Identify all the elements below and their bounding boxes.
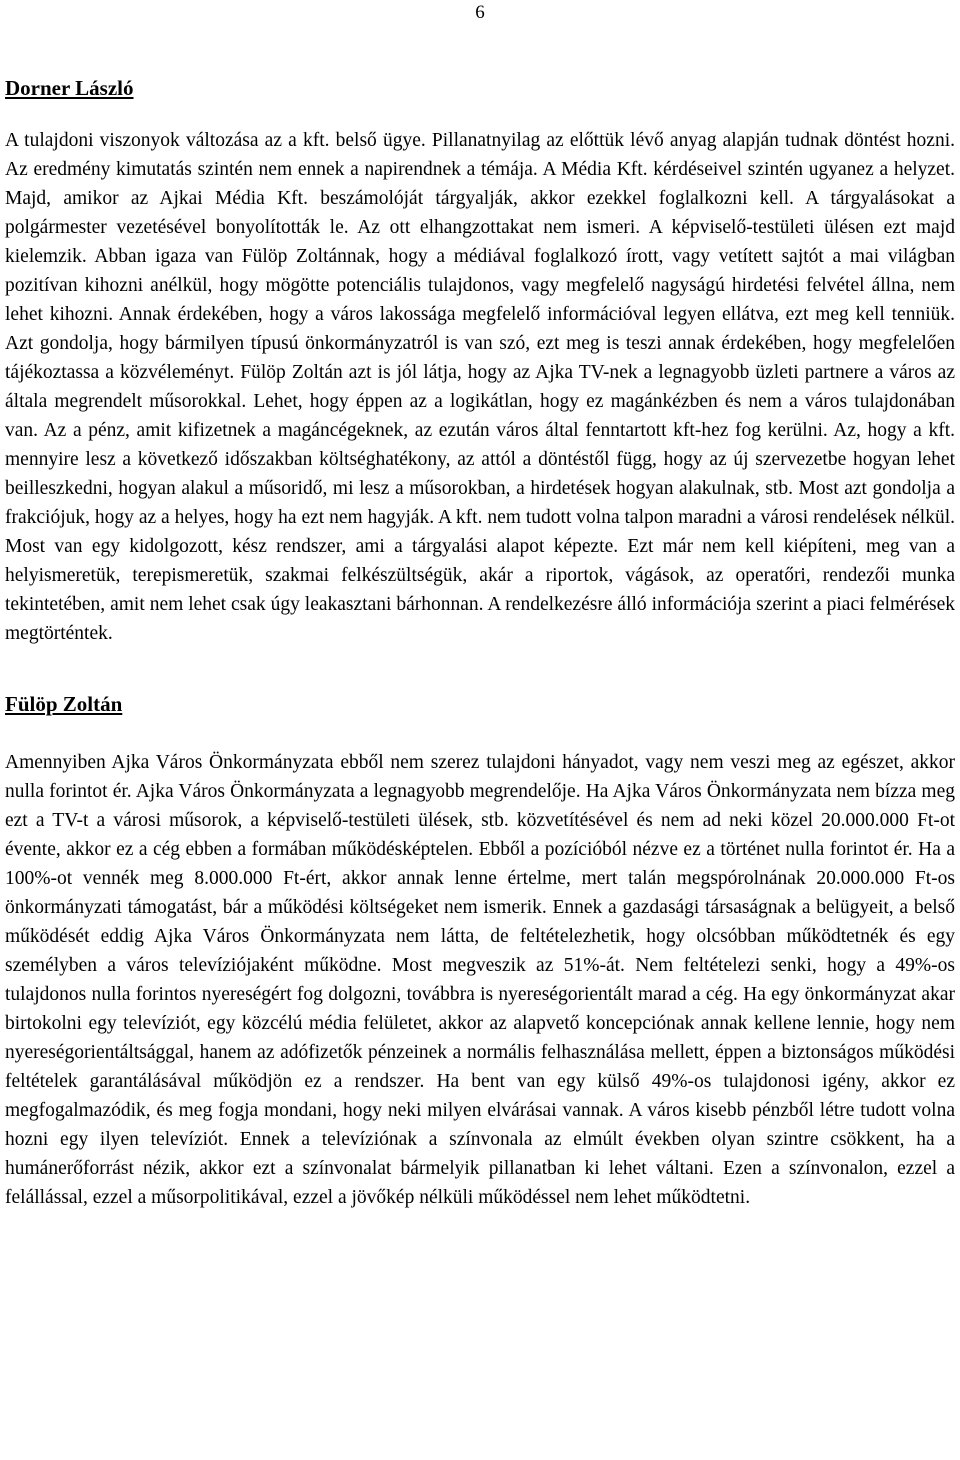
speaker-heading-fulop: Fülöp Zoltán <box>5 692 123 716</box>
page-number: 6 <box>475 2 485 23</box>
speaker-heading-dorner: Dorner László <box>5 76 134 100</box>
document-body <box>5 74 955 1212</box>
speech-paragraph-fulop: Amennyiben Ajka Város Önkormányzata ebből nem szerez tulajdoni hányadot, vagy nem veszi meg az egészet, akkor nulla forintot ér. Ajka Város Önkormányzata a legnagyobb megrendelője. Ha Ajka Város Önkormányzata nem bízza meg ezt a TV-t a városi műsorok, a képviselő-testületi ülések, stb. közvetítésével és nem ad neki közel 20.000.000 Ft-ot évente, akkor ez a cég ebben a formában működésképtelen. Ebből a pozícióból nézve ez a történet nulla forintot ér. Ha a 100%-ot vennék meg 8.000.000 Ft-ért, akkor annak lenne értelme, mert talán megspórolnának 20.000.000 Ft-os önkormányzati támogatást, bár a működési költségeket nem ismerik. Ennek a gazdasági társaságnak a belügyeit, a belső működését eddig Ajka Város Önkormányzata nem látta, de feltételezhetik, hogy olcsóbban működtetnék és egy személyben a város televíziójaként működne. Most megveszik az 51%-át. Nem feltételezi senki, hogy a 49%-os tulajdonos nulla forintos nyereségért fog dolgozni, továbbra is nyereségorientált marad a cég. Ha egy önkormányzat akar birtokolni egy televíziót, egy közcélú média felületet, akkor az alapvető koncepciónak annak kellene lennie, hogy nem nyereségorientáltsággal, hanem az adófizetők pénzeinek a normális felhasználása mellett, éppen a biztonságos működési feltételek garantálásával működjön ez a rendszer. Ha bent van egy külső 49%-os tulajdonosi igény, akkor ez megfogalmazódik, és meg fogja mondani, hogy neki milyen elvárásai vannak. A város kisebb pénzből létre tudott volna hozni egy ilyen televíziót. Ennek a televíziónak a színvonala az elmúlt években olyan szintre csökkent, ha a humánerőforrást nézik, akkor ezt a színvonalat bármelyik pillanatban ki lehet váltani. Ezen a színvonalon, ezzel a felállással, ezzel a műsorpolitikával, ezzel a jövőkép nélküli működéssel nem lehet működtetni. <box>5 752 955 1208</box>
speech-paragraph-dorner: A tulajdoni viszonyok változása az a kft. belső ügye. Pillanatnyilag az előttük lévő anyag alapján tudnak döntést hozni. Az eredmény kimutatás szintén nem ennek a napirendnek a témája. A Média Kft. kérdéseivel szintén ugyanez a helyzet. Majd, amikor az Ajkai Média Kft. beszámolóját tárgyalják, akkor ezekkel foglalkozni kell. A tárgyalásokat a polgármester vezetésével bonyolították le. Az ott elhangzottakat nem ismeri. A képviselő-testületi ülésen ezt majd kielemzik. Abban igaza van Fülöp Zoltánnak, hogy a médiával foglalkozó írott, vagy vetített sajtót a mai világban pozitívan kihozni anélkül, hogy mögötte potenciális tulajdonos, vagy megfelelő nagyságú hirdetési felvétel állna, nem lehet kihozni. Annak érdekében, hogy a város lakossága megfelelő információval legyen ellátva, ezt meg kell tenniük. Azt gondolja, hogy bármilyen típusú önkormányzatról is van szó, ezt meg is teszi annak érdekében, hogy megfelelően tájékoztassa a közvéleményt. Fülöp Zoltán azt is jól látja, hogy az Ajka TV-nek a legnagyobb üzleti partnere a város az általa megrendelt műsorokkal. Lehet, hogy éppen az a logikátlan, hogy ez magánkézben és nem a város tulajdonában van. Az a pénz, amit kifizetnek a magáncégeknek, az ezután város által fenntartott kft-hez fog kerülni. Az, hogy a kft. mennyire lesz a következő időszakban költséghatékony, az attól a döntéstől függ, hogy az új szervezetbe hogyan lehet beilleszkedni, hogyan alakul a műsoridő, mi lesz a műsorokban, a hirdetések hogyan alakulnak, stb. Most azt gondolja a frakciójuk, hogy az a helyes, hogy ha ezt nem hagyják. A kft. nem tudott volna talpon maradni a városi rendelések nélkül. Most van egy kidolgozott, kész rendszer, ami a tárgyalási alapot képezte. Ezt már nem kell kiépíteni, meg van a helyismeretük, terepismeretük, szakmai felkészültségük, akár a riportok, vágások, az operatőri, rendezői munka tekintetében, amit nem lehet csak úgy leakasztani bárhonnan. A rendelkezésre álló információja szerint a piaci felmérések megtörténtek. <box>5 130 955 644</box>
